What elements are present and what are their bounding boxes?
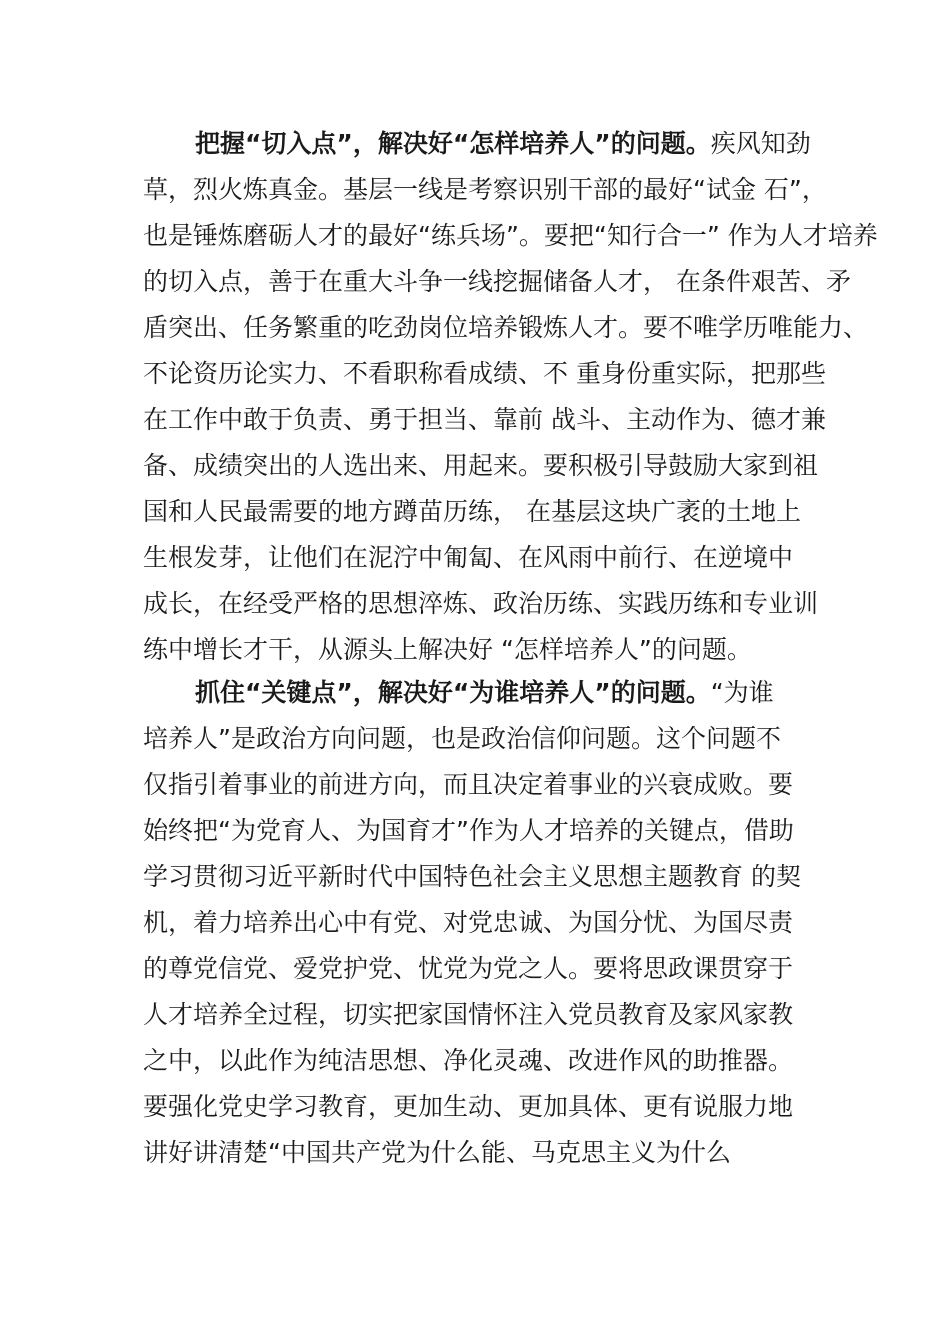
paragraph-1-line: 盾突出、任务繁重的吃劲岗位培养锻炼人才。要不唯学历唯能力、 — [143, 313, 869, 342]
paragraph-1-line: 草，烈火炼真金。基层一线是考察识别干部的最好“试金 石”， — [143, 175, 827, 204]
paragraph-1-line-1-text: 疾风知劲 — [710, 129, 811, 158]
paragraph-2-line: 之中，以此作为纯洁思想、净化灵魂、改进作风的助推器。 — [143, 1046, 794, 1075]
paragraph-1-line: 成长，在经受严格的思想淬炼、政治历练、实践历练和专业训 — [143, 589, 819, 618]
paragraph-2-line-1 — [195, 675, 774, 711]
paragraph-1-heading: 把握“切入点”，解决好“怎样培养人”的问题。 — [195, 129, 711, 158]
paragraph-2-line: 仅指引着事业的前进方向，而且决定着事业的兴衰成败。要 — [143, 770, 794, 799]
paragraph-2-line: 要强化党史学习教育，更加生动、更加具体、更有说服力地 — [143, 1092, 794, 1121]
paragraph-2-line: 学习贯彻习近平新时代中国特色社会主义思想主题教育 的契 — [143, 862, 801, 891]
paragraph-2-line: 人才培养全过程，切实把家国情怀注入党员教育及家风家教 — [143, 1000, 794, 1029]
paragraph-1-line: 在工作中敢于负责、勇于担当、靠前 战斗、主动作为、德才兼 — [143, 405, 826, 434]
paragraph-1-line: 生根发芽，让他们在泥泞中匍匐、在风雨中前行、在逆境中 — [143, 543, 794, 572]
paragraph-2-line: 培养人”是政治方向问题，也是政治信仰问题。这个问题不 — [143, 724, 781, 753]
paragraph-1-line: 备、成绩突出的人选出来、用起来。要积极引导鼓励大家到祖 — [143, 451, 819, 480]
paragraph-1-line: 的切入点，善于在重大斗争一线挖掘储备人才， 在条件艰苦、矛 — [143, 267, 851, 296]
paragraph-2-line: 讲好讲清楚“中国共产党为什么能、马克思主义为什么 — [143, 1138, 731, 1167]
paragraph-1-line: 国和人民最需要的地方蹲苗历练， 在基层这块广袤的土地上 — [143, 497, 801, 526]
paragraph-2-line-1-text: “为谁 — [710, 678, 774, 707]
paragraph-2-heading: 抓住“关键点”，解决好“为谁培养人”的问题。 — [195, 678, 711, 707]
paragraph-1-line: 不论资历论实力、不看职称看成绩、不 重身份重实际，把那些 — [143, 359, 826, 388]
paragraph-1-line: 练中增长才干，从源头上解决好 “怎样培养人”的问题。 — [143, 635, 752, 664]
paragraph-2-line: 机，着力培养出心中有党、对党忠诚、为国分忧、为国尽责 — [143, 908, 794, 937]
paragraph-2-line: 的尊党信党、爱党护党、忧党为党之人。要将思政课贯穿于 — [143, 954, 794, 983]
paragraph-1-line-1 — [195, 126, 811, 162]
paragraph-2-line: 始终把“为党育人、为国育才”作为人才培养的关键点，借助 — [143, 816, 794, 845]
paragraph-1-line: 也是锤炼磨砺人才的最好“练兵场”。要把“知行合一” 作为人才培养 — [143, 221, 878, 250]
